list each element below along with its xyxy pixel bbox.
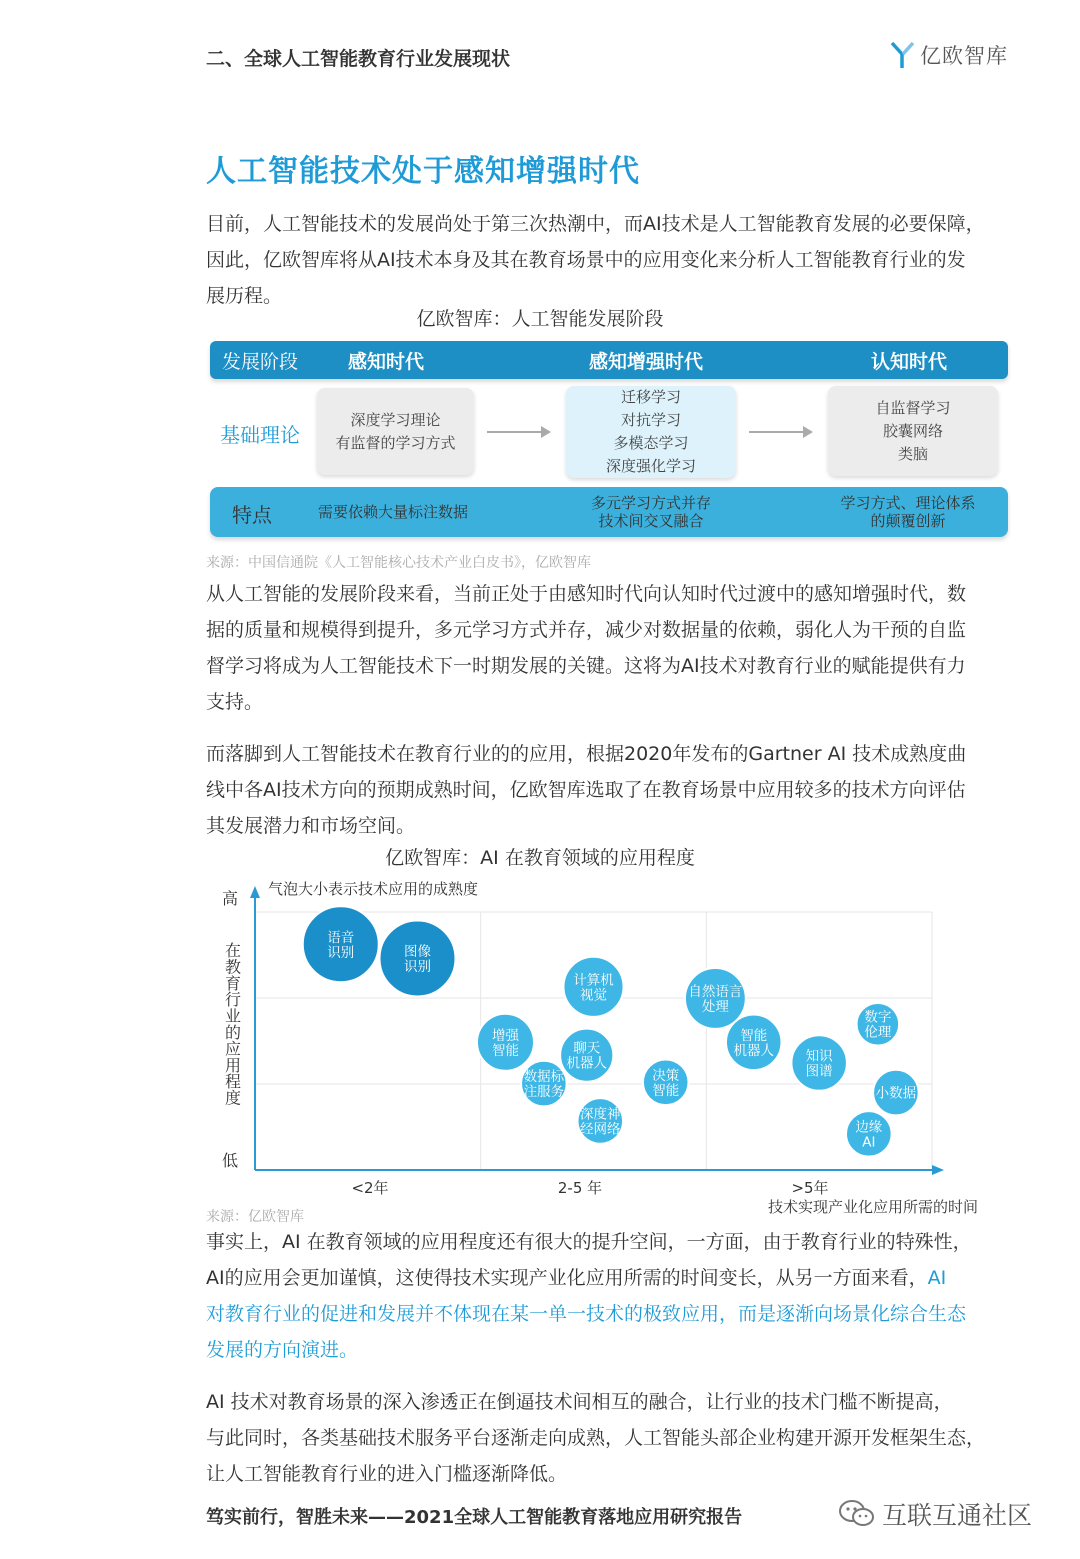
x-tick-label: >5年: [791, 1179, 829, 1197]
chart-title: 亿欧智库：AI 在教育领域的应用程度: [385, 847, 695, 869]
chart-note: 气泡大小表示技术应用的成熟度: [268, 880, 479, 898]
bubble-label: 决策: [652, 1067, 680, 1084]
text-line: 据的质量和规模得到提升，多元学习方式并存，减少对数据量的依赖，弱化人为干预的自监: [206, 619, 967, 641]
text-line: 支持。: [206, 691, 264, 713]
y-axis-label-char: 用: [224, 1055, 242, 1075]
y-axis-label-char: 的: [224, 1023, 242, 1042]
highlight-text: AI: [927, 1267, 947, 1289]
theory-item: 迁移学习: [620, 388, 681, 406]
x-axis-arrow: [932, 1165, 944, 1175]
page-title: 人工智能技术处于感知增强时代: [206, 154, 640, 189]
arrow-right-icon: [487, 431, 549, 433]
text-line: AI 技术对教育场景的深入渗透正在倒逼技术间相互的融合，让行业的技术门槛不断提高，: [206, 1391, 953, 1413]
bubble-label: 深度神: [580, 1106, 621, 1123]
paragraph-3: [206, 736, 1032, 844]
stage-diagram: [210, 341, 1010, 541]
section-header: 二、全球人工智能教育行业发展现状: [206, 48, 511, 70]
feature-text: 技术间交叉融合: [598, 512, 704, 530]
y-axis-label-char: 行: [224, 990, 242, 1010]
logo-icon: [890, 40, 916, 70]
features-label: 特点: [232, 503, 272, 527]
bubble-label: 机器人: [566, 1055, 607, 1072]
text-line: 展历程。: [206, 285, 283, 307]
y-axis-label-char: 应: [224, 1039, 242, 1059]
bubble-label: 智能: [491, 1042, 519, 1059]
chart-source: 来源：亿欧智库: [206, 1209, 304, 1225]
feature-text: 学习方式、理论体系: [840, 494, 976, 512]
bubble-label: 知识: [805, 1048, 833, 1065]
watermark-text: 互联互通社区: [882, 1501, 1033, 1530]
bubble-label: 处理: [701, 998, 729, 1015]
highlight-line: 对教育行业的促进和发展并不体现在某一单一技术的极致应用，而是逐渐向场景化综合生态: [206, 1303, 967, 1325]
stage-header-bar: [210, 341, 1008, 379]
bubble-label: 视觉: [580, 987, 607, 1004]
y-axis-low-label: 低: [222, 1151, 239, 1170]
text-line: [206, 1260, 1032, 1296]
chart-labels: [222, 880, 978, 1216]
bubble-label: 增强: [491, 1027, 519, 1044]
theory-item: 胶囊网络: [882, 421, 943, 440]
y-axis-label-char: 程: [224, 1072, 242, 1092]
text-line: 与此同时，各类基础技术服务平台逐渐走向成熟，人工智能头部企业构建开源开发框架生态，: [206, 1427, 986, 1449]
theory-item: 对抗学习: [620, 411, 681, 429]
text-span: AI的应用会更加谨慎，这使得技术实现产业化应用所需的时间变长，从另一方面来看，: [206, 1267, 928, 1289]
bubble-label: AI: [862, 1134, 876, 1151]
text-line: 线中各AI技术方向的预期成熟时间，亿欧智库选取了在教育场景中应用较多的技术方向评估: [206, 779, 966, 801]
stage-perception: 感知时代: [348, 351, 425, 373]
report-footer: 笃实前行，智胜未来——2021全球人工智能教育落地应用研究报告: [206, 1507, 743, 1528]
y-axis-label-char: 教: [224, 957, 242, 977]
bubble-label: 边缘: [855, 1119, 883, 1136]
theory-item: 有监督的学习方式: [335, 433, 456, 452]
paragraph-4: [206, 1224, 1032, 1368]
theory-label: 基础理论: [220, 423, 300, 447]
text-line: 督学习将成为人工智能技术下一时期发展的关键。这将为AI技术对教育行业的赋能提供有力: [206, 655, 966, 677]
paragraph-2: [206, 576, 1032, 720]
x-axis-label: 技术实现产业化应用所需的时间: [768, 1198, 979, 1216]
bubble-label: 识别: [403, 958, 431, 975]
theory-box-cognition: [828, 386, 998, 476]
y-axis-label-char: 育: [224, 973, 242, 993]
text-line: 而落脚到人工智能技术在教育行业的的应用，根据2020年发布的Gartner AI 技术成熟度曲: [206, 743, 967, 765]
bubble-label: 数字: [864, 1009, 892, 1026]
figure1-source: 来源：中国信通院《人工智能核心技术产业白皮书》，亿欧智库: [206, 555, 591, 571]
intro-paragraph: [206, 206, 1032, 314]
features-bar: [210, 487, 1008, 537]
y-axis-label-char: 在: [224, 941, 242, 960]
feature-text: 需要依赖大量标注数据: [317, 503, 468, 521]
bubble-label: 小数据: [875, 1085, 917, 1102]
text-line: 事实上，AI 在教育领域的应用程度还有很大的提升空间，一方面，由于教育行业的特殊性，: [206, 1231, 972, 1253]
text-line: 让人工智能教育行业的进入门槛逐渐降低。: [206, 1463, 568, 1485]
bubble-label: 注服务: [523, 1084, 565, 1101]
feature-enhanced: [556, 487, 746, 537]
y-axis-label-char: 业: [224, 1006, 242, 1026]
bubble-label: 图像: [403, 943, 431, 960]
bubble-label: 语音: [327, 929, 355, 946]
bubble-label: 经网络: [580, 1121, 621, 1138]
bubble-label: 数据标: [523, 1069, 565, 1086]
text-line: 目前，人工智能技术的发展尚处于第三次热潮中，而AI技术是人工智能教育发展的必要保障，: [206, 213, 985, 235]
theory-item: 深度学习理论: [350, 410, 441, 429]
text-line: 从人工智能的发展阶段来看，当前正处于由感知时代向认知时代过渡中的感知增强时代，数: [206, 583, 967, 605]
figure1-title: 亿欧智库：人工智能发展阶段: [416, 308, 664, 330]
logo: [890, 40, 1008, 70]
arrow-right-icon: [749, 431, 811, 433]
bubble-label: 识别: [327, 944, 355, 961]
bubble-label: 伦理: [864, 1024, 892, 1041]
x-tick-label: 2-5 年: [557, 1179, 603, 1197]
bubble-label: 计算机: [573, 972, 614, 989]
bubble-label: 图谱: [805, 1063, 833, 1080]
text-line: 其发展潜力和市场空间。: [206, 815, 416, 837]
bubble-label: 智能: [652, 1082, 680, 1099]
theory-item: 类脑: [897, 444, 928, 463]
theory-item: 自监督学习: [875, 398, 951, 417]
feature-perception: [298, 487, 488, 537]
stage-enhanced-perception: 感知增强时代: [589, 351, 704, 373]
bubble-label: 智能: [740, 1027, 768, 1044]
bubble-label: 聊天: [573, 1040, 601, 1057]
theory-item: 多模态学习: [613, 434, 689, 452]
feature-text: 的颠覆创新: [870, 512, 946, 530]
logo-text: 亿欧智库: [920, 44, 1008, 68]
feature-text: 多元学习方式并存: [590, 494, 711, 512]
theory-item: 深度强化学习: [605, 457, 696, 475]
text-line: 因此，亿欧智库将从AI技术本身及其在教育场景中的应用变化来分析人工智能教育行业的发: [206, 249, 966, 271]
wechat-icon: [838, 1498, 876, 1530]
watermark: [838, 1496, 1032, 1532]
stage-header-label: 发展阶段: [222, 351, 299, 373]
y-axis-arrow: [250, 886, 260, 898]
feature-cognition: [813, 487, 1003, 537]
theory-box-enhanced: [566, 386, 736, 478]
bubble-label: 机器人: [733, 1042, 774, 1059]
y-axis-high-label: 高: [222, 889, 239, 908]
y-axis-label-char: 度: [224, 1088, 242, 1108]
bubble-label: 自然语言: [688, 983, 743, 1000]
paragraph-5: [206, 1384, 1032, 1492]
highlight-line: 发展的方向演进。: [206, 1339, 359, 1361]
x-tick-label: <2年: [351, 1179, 389, 1197]
stage-cognition: 认知时代: [871, 351, 948, 373]
theory-box-perception: [317, 388, 474, 475]
